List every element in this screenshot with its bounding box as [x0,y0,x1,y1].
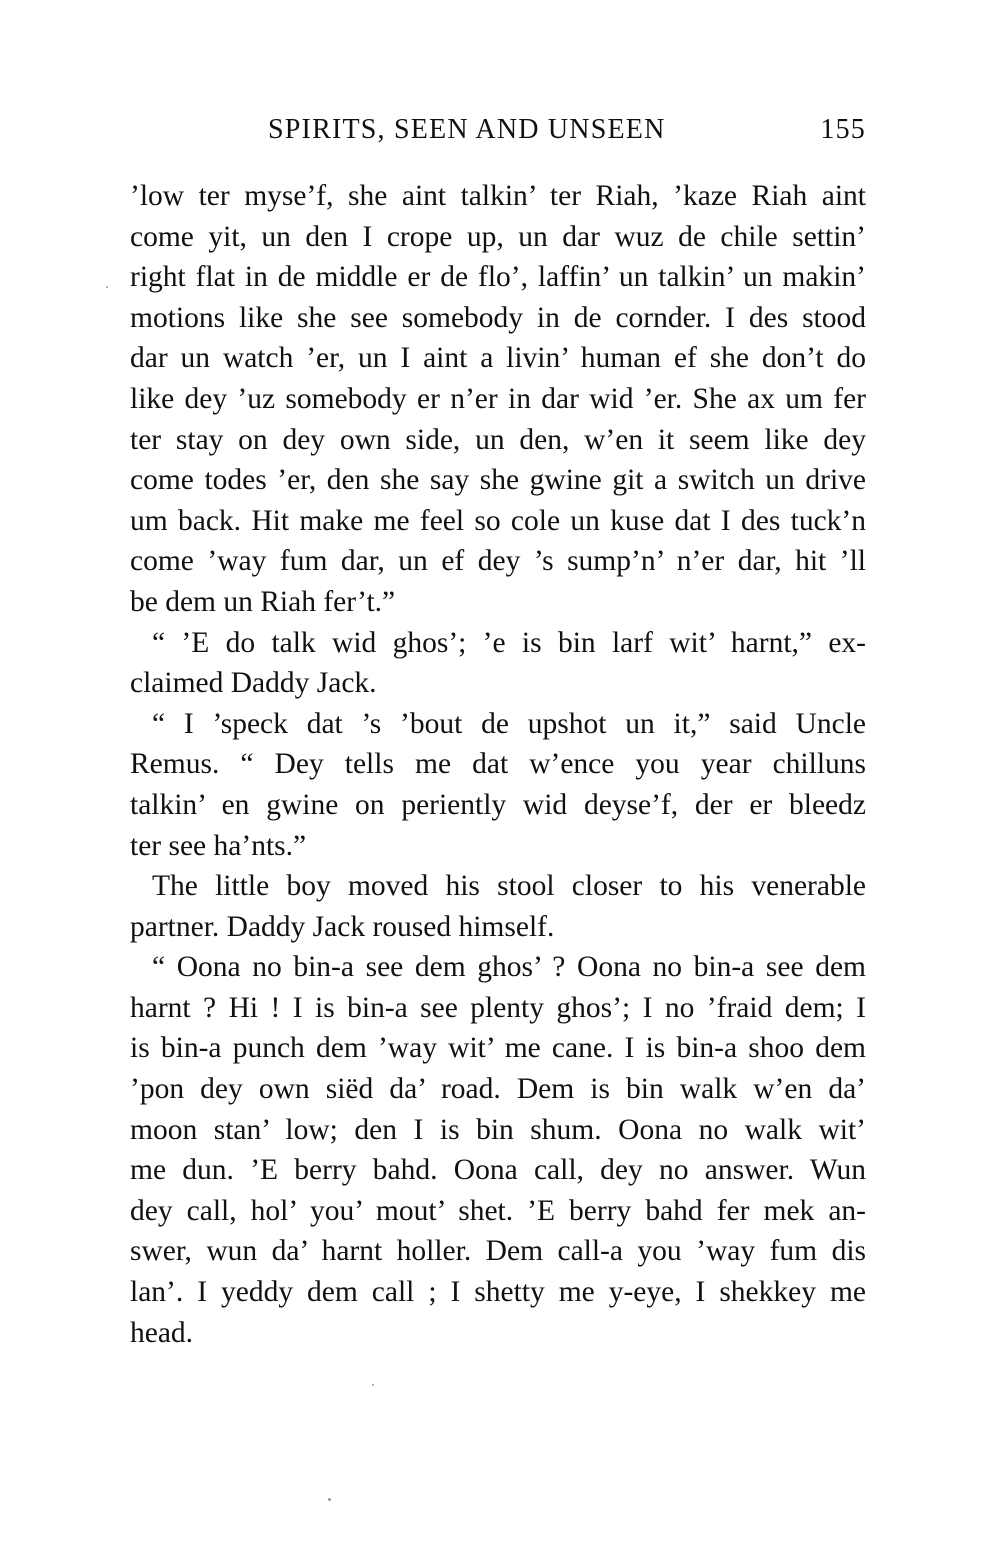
text-line: ter stay on dey own side, un den, w’en it seem like dey [130,423,866,456]
text-line: head. [130,1316,194,1349]
margin-speck [372,1384,374,1386]
text-line: dar un watch ’er, un I aint a livin’ human ef she don’t do [130,342,866,375]
text-line: harnt ? Hi ! I is bin-a see plenty ghos’; I no ’fraid dem; I [130,991,866,1024]
page-number: 155 [820,114,866,145]
running-head [130,114,866,154]
text-line: ter see ha’nts.” [130,829,307,862]
text-line: claimed Daddy Jack. [130,667,377,700]
text-line: Remus. “ Dey tells me dat w’ence you year chilluns [130,748,866,781]
margin-speck [328,1498,331,1501]
text-line: moon stan’ low; den I is bin shum. Oona no walk wit’ [130,1113,866,1146]
text-line: lan’. I yeddy dem call ; I shetty me y-eye, I shekkey me [130,1276,866,1309]
margin-speck [106,286,108,288]
text-line: motions like she see somebody in de cornder. I des stood [130,301,866,334]
text-line: “ I ’speck dat ’s ’bout de upshot un it,” said Uncle [152,707,866,740]
running-title: SPIRITS, SEEN AND UNSEEN [268,114,666,145]
text-line: The little boy moved his stool closer to his venerable [152,870,866,903]
text-line: swer, wun da’ harnt holler. Dem call-a you ’way fum dis [130,1235,866,1268]
text-line: right flat in de middle er de flo’, laffin’ un talkin’ un makin’ [130,261,866,294]
text-line: partner. Daddy Jack roused himself. [130,910,555,943]
text-line: dey call, hol’ you’ mout’ shet. ’E berry bahd fer mek an- [130,1194,866,1227]
text-line: come todes ’er, den she say she gwine git a switch un drive [130,464,866,497]
text-line: ’pon dey own siëd da’ road. Dem is bin walk w’en da’ [130,1073,866,1106]
text-line: come yit, un den I crope up, un dar wuz de chile settin’ [130,220,866,253]
text-line: come ’way fum dar, un ef dey ’s sump’n’ n’er dar, hit ’ll [130,545,866,578]
body-text [130,176,866,1353]
text-line: me dun. ’E berry bahd. Oona call, dey no answer. Wun [130,1154,866,1187]
text-line: like dey ’uz somebody er n’er in dar wid ’er. She ax um fer [130,382,866,415]
text-line: ’low ter myse’f, she aint talkin’ ter Riah, ’kaze Riah aint [130,180,866,212]
text-line: “ ’E do talk wid ghos’; ’e is bin larf wit’ harnt,” ex- [152,626,866,659]
text-line: um back. Hit make me feel so cole un kuse dat I des tuck’n [130,504,866,537]
text-line: be dem un Riah fer’t.” [130,585,396,618]
text-line: “ Oona no bin-a see dem ghos’ ? Oona no bin-a see dem [152,951,866,984]
text-line: is bin-a punch dem ’way wit’ me cane. I is bin-a shoo dem [130,1032,866,1065]
text-line: talkin’ en gwine on periently wid deyse’f, der er bleedz [130,788,866,821]
